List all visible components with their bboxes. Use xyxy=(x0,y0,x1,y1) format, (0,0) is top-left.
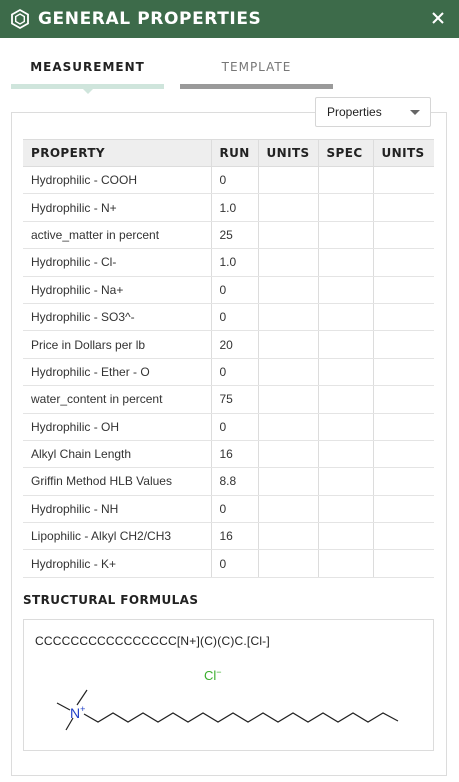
panel-header xyxy=(0,0,459,38)
chloride-label xyxy=(204,667,222,683)
nitrogen-charge: + xyxy=(80,704,86,714)
molecule-structure xyxy=(24,660,433,750)
chloride-symbol: Cl xyxy=(204,668,217,683)
run-cell: 16 xyxy=(211,440,258,467)
units-cell[interactable] xyxy=(258,167,318,194)
property-cell: Hydrophilic - K+ xyxy=(23,550,211,577)
table-row[interactable] xyxy=(23,550,434,577)
property-cell: Alkyl Chain Length xyxy=(23,440,211,467)
spec-units-cell[interactable] xyxy=(373,413,434,440)
spec-units-cell[interactable] xyxy=(373,249,434,276)
properties-table xyxy=(23,139,434,578)
table-row[interactable] xyxy=(23,413,434,440)
property-cell: Hydrophilic - SO3^- xyxy=(23,303,211,330)
alkyl-chain xyxy=(84,713,398,722)
run-cell: 20 xyxy=(211,331,258,358)
tab-bar xyxy=(11,56,333,92)
spec-units-cell[interactable] xyxy=(373,468,434,495)
nitrogen-symbol: N xyxy=(70,705,81,721)
table-row[interactable] xyxy=(23,523,434,550)
property-cell: Hydrophilic - NH xyxy=(23,495,211,522)
column-header-property: PROPERTY xyxy=(23,140,211,167)
table-row[interactable] xyxy=(23,358,434,385)
property-cell: Hydrophilic - Cl- xyxy=(23,249,211,276)
run-cell: 8.8 xyxy=(211,468,258,495)
spec-cell[interactable] xyxy=(318,468,373,495)
run-cell: 0 xyxy=(211,413,258,440)
spec-units-cell[interactable] xyxy=(373,331,434,358)
table-row[interactable] xyxy=(23,194,434,221)
run-cell: 0 xyxy=(211,167,258,194)
table-row[interactable] xyxy=(23,167,434,194)
units-cell[interactable] xyxy=(258,249,318,276)
structural-formulas-title: STRUCTURAL FORMULAS xyxy=(23,593,199,607)
methyl-bond-left xyxy=(57,703,70,710)
column-header-spec: SPEC xyxy=(318,140,373,167)
spec-units-cell[interactable] xyxy=(373,523,434,550)
spec-units-cell[interactable] xyxy=(373,495,434,522)
property-cell: active_matter in percent xyxy=(23,221,211,248)
units-cell[interactable] xyxy=(258,303,318,330)
units-cell[interactable] xyxy=(258,276,318,303)
run-cell: 16 xyxy=(211,523,258,550)
spec-units-cell[interactable] xyxy=(373,194,434,221)
spec-cell[interactable] xyxy=(318,221,373,248)
run-cell: 0 xyxy=(211,358,258,385)
properties-dropdown[interactable] xyxy=(315,97,431,127)
property-cell: Hydrophilic - Na+ xyxy=(23,276,211,303)
table-row[interactable] xyxy=(23,468,434,495)
spec-cell[interactable] xyxy=(318,523,373,550)
table-row[interactable] xyxy=(23,249,434,276)
spec-cell[interactable] xyxy=(318,167,373,194)
column-header-units: UNITS xyxy=(258,140,318,167)
column-header-run: RUN xyxy=(211,140,258,167)
property-cell: Hydrophilic - COOH xyxy=(23,167,211,194)
spec-cell[interactable] xyxy=(318,386,373,413)
property-cell: Hydrophilic - OH xyxy=(23,413,211,440)
spec-cell[interactable] xyxy=(318,550,373,577)
table-header-row xyxy=(23,140,434,167)
spec-units-cell[interactable] xyxy=(373,303,434,330)
table-row[interactable] xyxy=(23,303,434,330)
tab-template-label: TEMPLATE xyxy=(221,60,292,74)
property-cell: Hydrophilic - N+ xyxy=(23,194,211,221)
units-cell[interactable] xyxy=(258,550,318,577)
units-cell[interactable] xyxy=(258,413,318,440)
table-row[interactable] xyxy=(23,331,434,358)
units-cell[interactable] xyxy=(258,194,318,221)
spec-cell[interactable] xyxy=(318,303,373,330)
units-cell[interactable] xyxy=(258,221,318,248)
spec-units-cell[interactable] xyxy=(373,386,434,413)
units-cell[interactable] xyxy=(258,331,318,358)
run-cell: 1.0 xyxy=(211,194,258,221)
panel-title: GENERAL PROPERTIES xyxy=(38,9,262,29)
column-header-spec-units: UNITS xyxy=(373,140,434,167)
run-cell: 0 xyxy=(211,303,258,330)
table-row[interactable] xyxy=(23,495,434,522)
property-cell: water_content in percent xyxy=(23,386,211,413)
property-cell: Lipophilic - Alkyl CH2/CH3 xyxy=(23,523,211,550)
spec-cell[interactable] xyxy=(318,249,373,276)
run-cell: 75 xyxy=(211,386,258,413)
table-row[interactable] xyxy=(23,386,434,413)
run-cell: 1.0 xyxy=(211,249,258,276)
spec-cell[interactable] xyxy=(318,358,373,385)
spec-cell[interactable] xyxy=(318,194,373,221)
spec-cell[interactable] xyxy=(318,331,373,358)
spec-cell[interactable] xyxy=(318,413,373,440)
table-row[interactable] xyxy=(23,440,434,467)
units-cell[interactable] xyxy=(258,468,318,495)
tab-template[interactable] xyxy=(180,56,333,89)
run-cell: 0 xyxy=(211,550,258,577)
spec-cell[interactable] xyxy=(318,276,373,303)
spec-cell[interactable] xyxy=(318,440,373,467)
active-tab-caret xyxy=(83,89,93,94)
run-cell: 0 xyxy=(211,276,258,303)
methyl-bond-upper xyxy=(77,690,87,705)
property-cell: Hydrophilic - Ether - O xyxy=(23,358,211,385)
close-icon[interactable] xyxy=(429,9,447,27)
units-cell[interactable] xyxy=(258,386,318,413)
run-cell: 0 xyxy=(211,495,258,522)
tab-measurement-label: MEASUREMENT xyxy=(30,60,145,74)
units-cell[interactable] xyxy=(258,523,318,550)
units-cell[interactable] xyxy=(258,495,318,522)
chevron-down-icon xyxy=(410,110,420,115)
smiles-string: CCCCCCCCCCCCCCCC[N+](C)(C)C.[Cl-] xyxy=(35,634,270,648)
spec-units-cell[interactable] xyxy=(373,221,434,248)
hexagon-icon xyxy=(9,8,31,30)
units-cell[interactable] xyxy=(258,358,318,385)
units-cell[interactable] xyxy=(258,440,318,467)
structural-formula-box xyxy=(23,619,434,751)
spec-units-cell[interactable] xyxy=(373,550,434,577)
table-body xyxy=(23,167,434,578)
chloride-charge: − xyxy=(216,667,222,677)
spec-units-cell[interactable] xyxy=(373,358,434,385)
run-cell: 25 xyxy=(211,221,258,248)
table-row[interactable] xyxy=(23,221,434,248)
tab-measurement[interactable] xyxy=(11,56,164,89)
spec-units-cell[interactable] xyxy=(373,440,434,467)
spec-units-cell[interactable] xyxy=(373,276,434,303)
nitrogen-label xyxy=(70,704,85,721)
spec-cell[interactable] xyxy=(318,495,373,522)
property-cell: Price in Dollars per lb xyxy=(23,331,211,358)
property-cell: Griffin Method HLB Values xyxy=(23,468,211,495)
table-row[interactable] xyxy=(23,276,434,303)
spec-units-cell[interactable] xyxy=(373,167,434,194)
dropdown-selected-value: Properties xyxy=(327,105,382,119)
